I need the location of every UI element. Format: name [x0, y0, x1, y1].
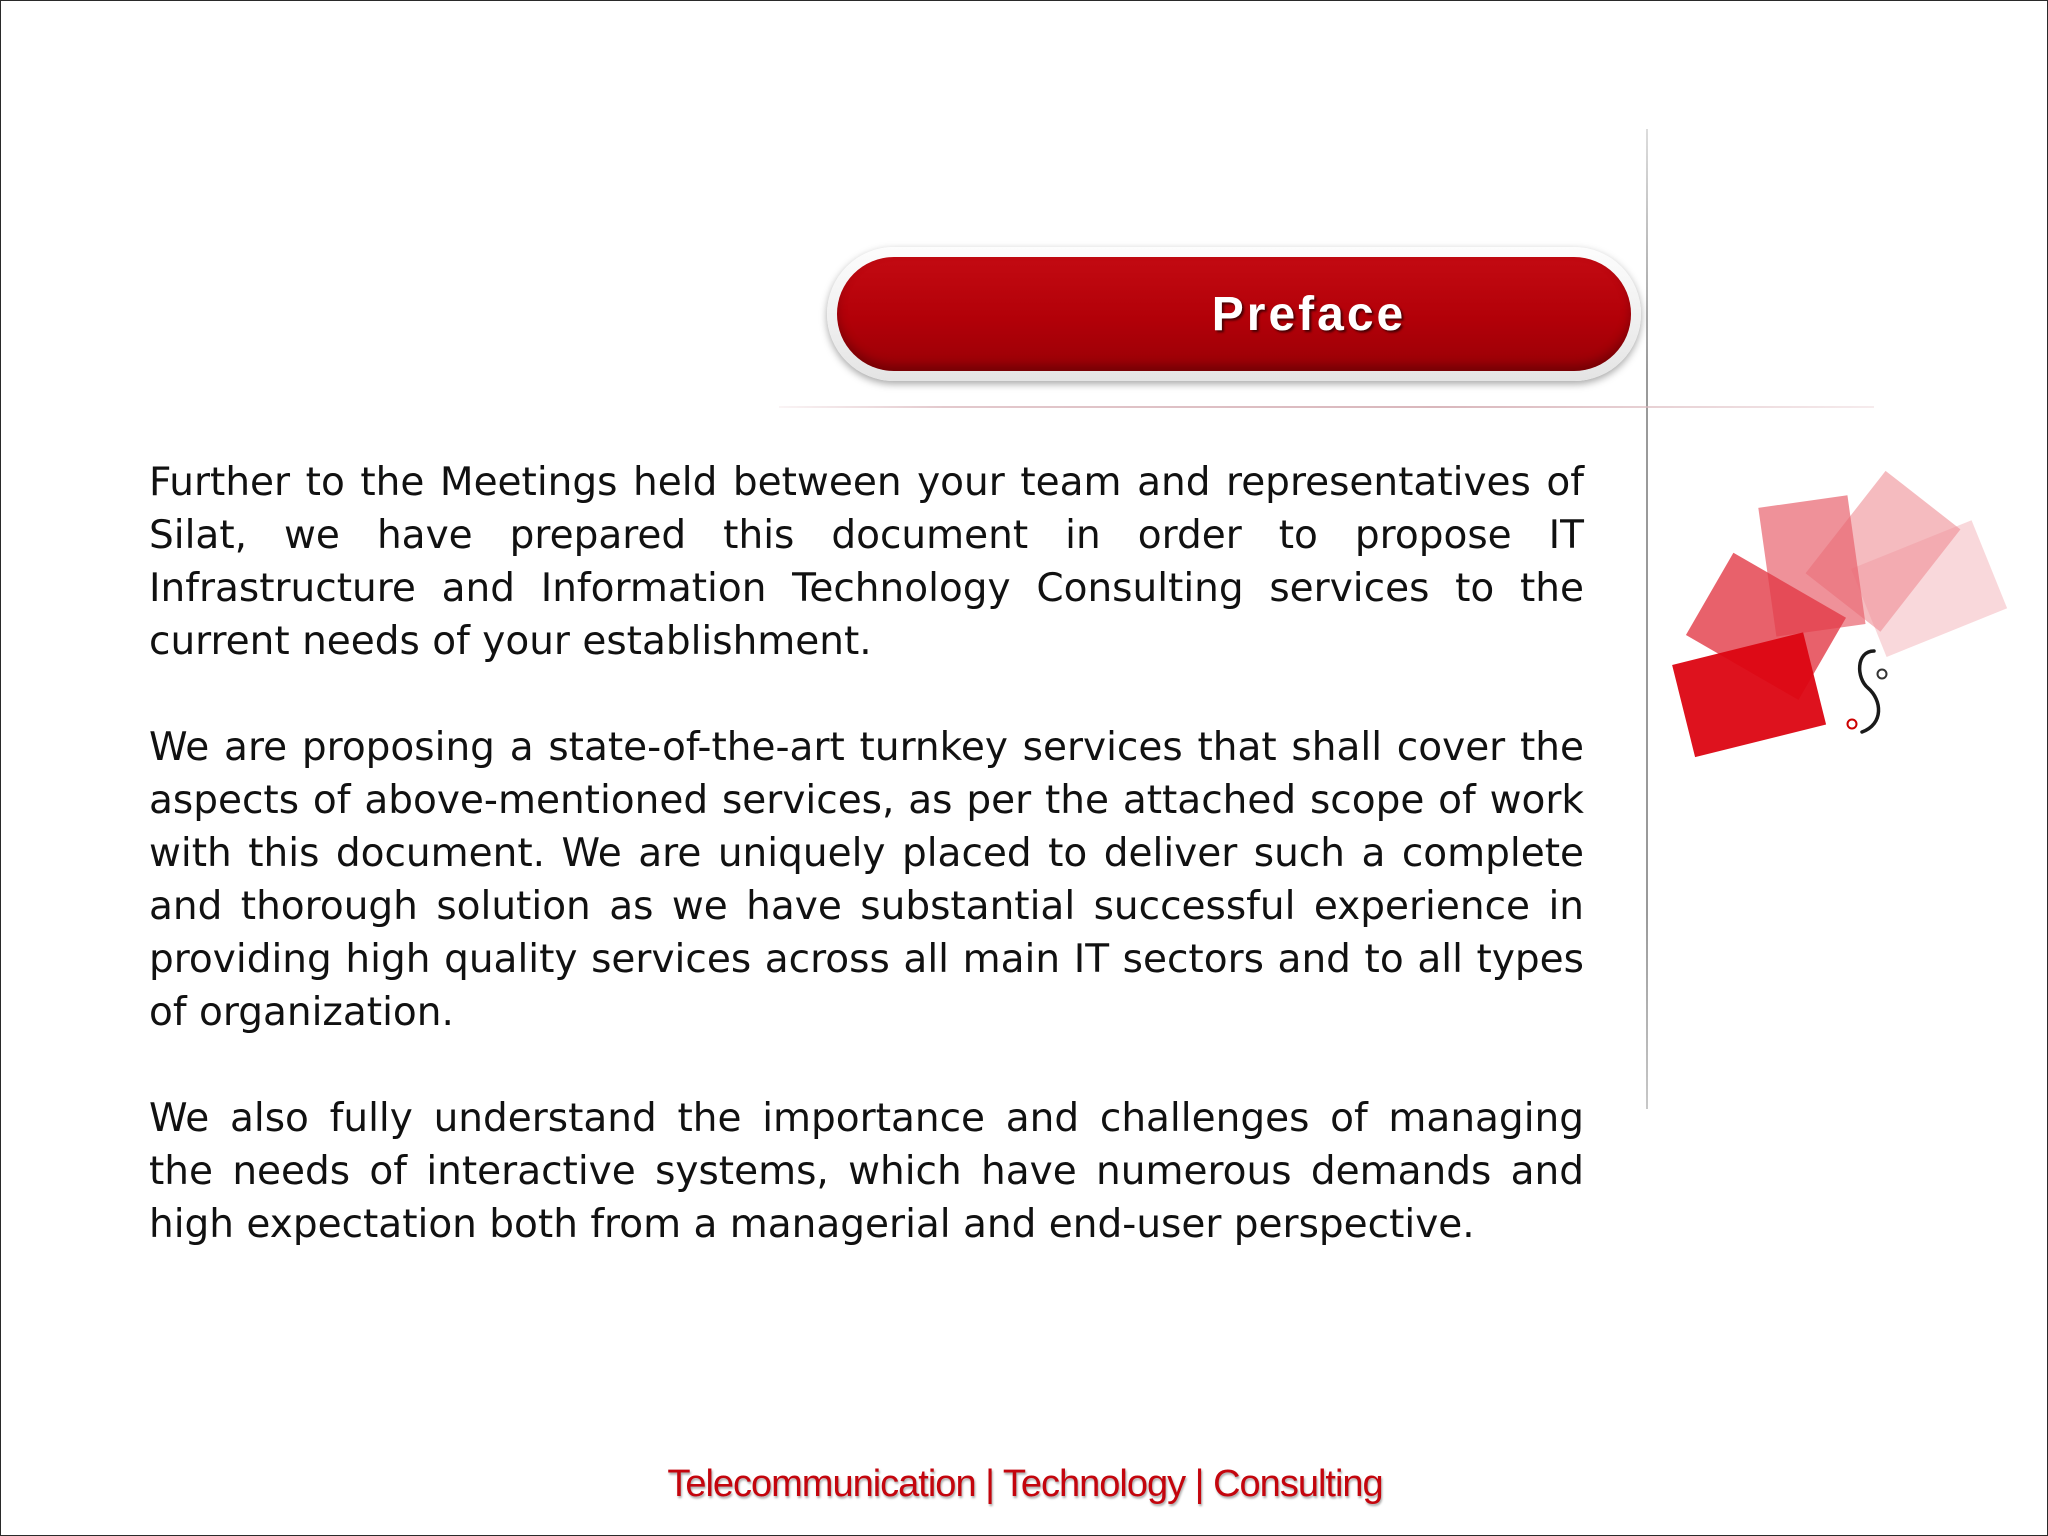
- vertical-divider: [1646, 129, 1648, 1109]
- paragraph-understanding: We also fully understand the importance and challenges of managing the needs of interactive systems, which have numerous demands and high expectation both from a managerial and end-user perspective.: [149, 1096, 1584, 1247]
- body-content: [149, 456, 1584, 1304]
- paragraph-intro: Further to the Meetings held between your team and representatives of Silat, we have prepared this document in order to propose IT Infrastructure and Information Technology Consulting services to the current needs of your establishment.: [149, 460, 1584, 664]
- horizontal-divider: [779, 406, 1874, 408]
- footer-tagline: Telecommunication | Technology | Consulting: [667, 1463, 1383, 1505]
- page-title: Preface: [1211, 287, 1407, 341]
- paragraph-proposal: We are proposing a state-of-the-art turnkey services that shall cover the aspects of above-mentioned services, as per the attached scope of work with this document. We are uniquely placed to deliver such a complete and thorough solution as we have substantial successful experience in providing high quality services across all main IT sectors and to all types of organization.: [149, 725, 1584, 1035]
- silat-fan-logo-icon: [1656, 456, 2036, 796]
- title-pill: [837, 257, 1631, 371]
